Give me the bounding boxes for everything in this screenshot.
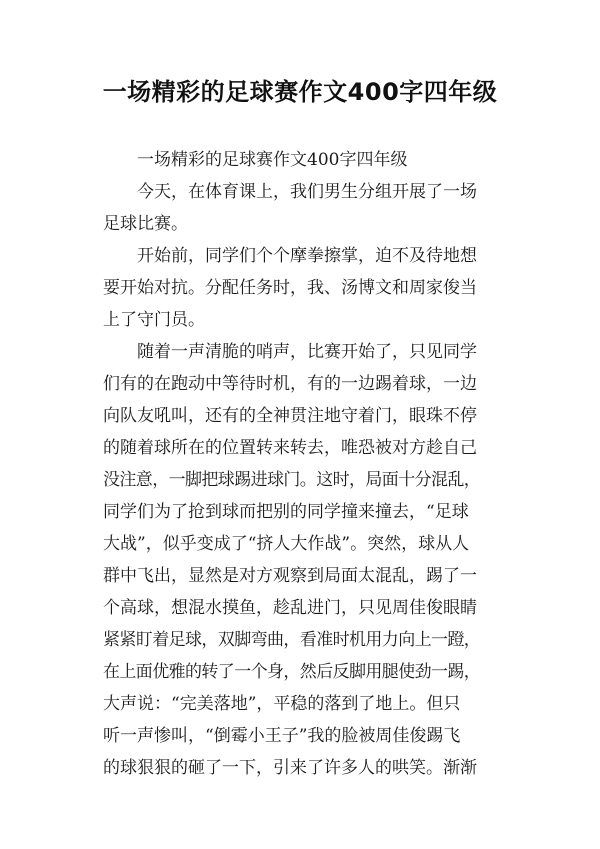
paragraph-line: 在上面优雅的转了一个身，然后反脚用腿使劲一踢，: [103, 662, 481, 682]
paragraph-line: 随着一声清脆的哨声，比赛开始了，只见同学: [137, 342, 477, 362]
document-body: [103, 144, 523, 784]
paragraph-line: 今天，在体育课上，我们男生分组开展了一场: [137, 182, 477, 202]
document-title: 一场精彩的足球赛作文400字四年级: [102, 78, 498, 106]
paragraph-line: 大声说：“完美落地”，平稳的落到了地上。但只: [103, 694, 461, 714]
paragraph-line: 紧紧盯着足球，双脚弯曲，看准时机用力向上一蹬，: [103, 630, 481, 650]
paragraph-line: 要开始对抗。分配任务时，我、汤博文和周家俊当: [103, 278, 477, 298]
paragraph-line: 向队友吼叫，还有的全神贯注地守着门，眼珠不停: [103, 406, 477, 426]
paragraph-line: 大战”，似乎变成了“挤人大作战”。突然，球从人: [103, 534, 470, 554]
paragraph-line: 听一声惨叫，“倒霉小王子”我的脸被周佳俊踢飞: [103, 726, 461, 746]
paragraph-line: 群中飞出，显然是对方观察到局面太混乱，踢了一: [103, 566, 477, 586]
paragraph-line: 上了守门员。: [103, 310, 205, 330]
paragraph-line: 的随着球所在的位置转来转去，唯恐被对方趁自己: [103, 438, 477, 458]
paragraph-line: 没注意，一脚把球踢进球门。这时，局面十分混乱，: [103, 470, 481, 490]
paragraph-line: 个高球，想混水摸鱼，趁乱进门，只见周佳俊眼睛: [103, 598, 477, 618]
paragraph-line: 们有的在跑动中等待时机，有的一边踢着球，一边: [103, 374, 477, 394]
paragraph-line: 的球狠狠的砸了一下，引来了许多人的哄笑。渐渐: [103, 758, 477, 778]
paragraph-line: 足球比赛。: [103, 214, 188, 234]
subtitle-line: 一场精彩的足球赛作文400字四年级: [137, 150, 408, 170]
paragraph-line: 同学们为了抢到球而把别的同学撞来撞去，“足球: [103, 502, 469, 522]
paragraph-line: 开始前，同学们个个摩拳擦掌，迫不及待地想: [137, 246, 477, 266]
